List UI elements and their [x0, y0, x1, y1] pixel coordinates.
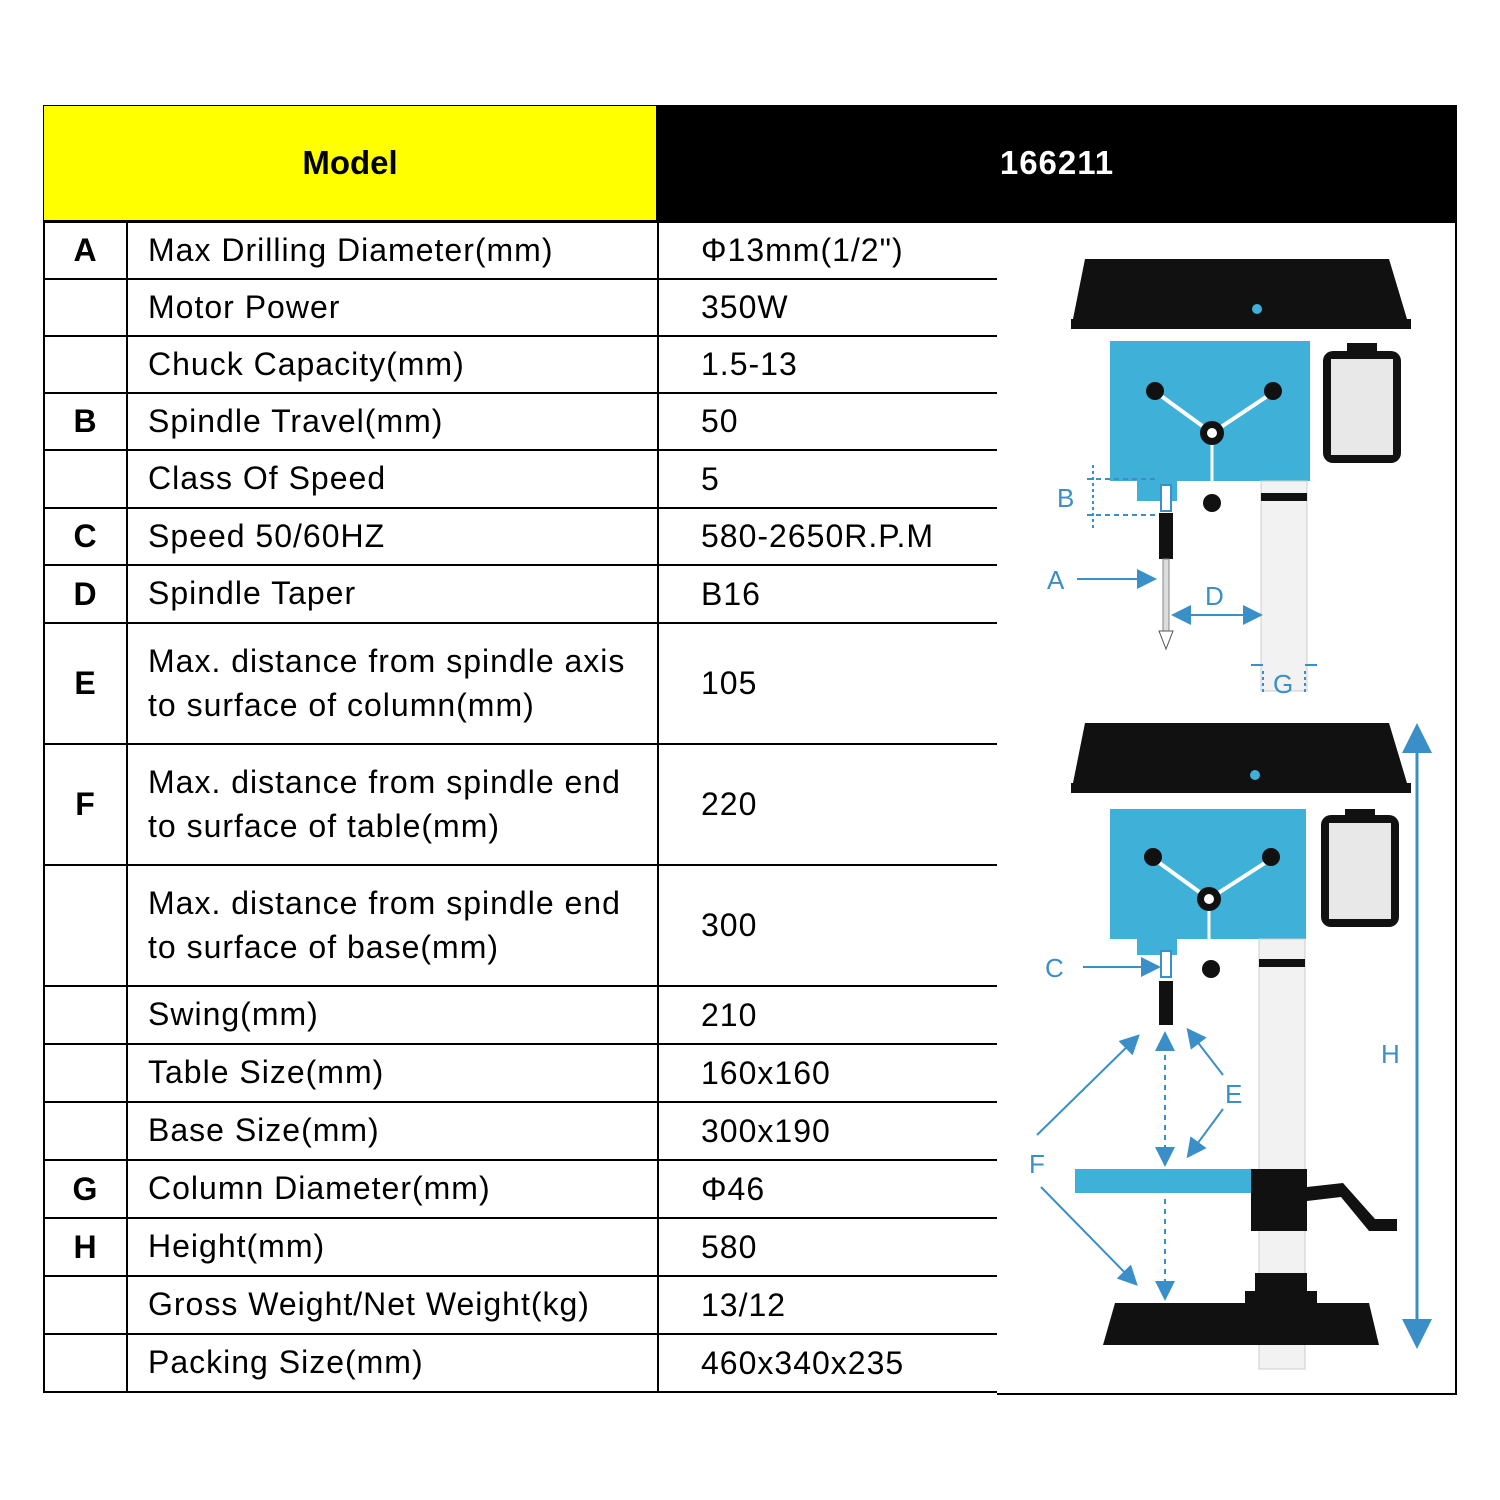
dimension-label-a: A: [1047, 565, 1065, 595]
spec-value: 1.5-13: [658, 336, 998, 393]
spec-value: B16: [658, 565, 998, 623]
row-letter: E: [44, 623, 127, 744]
spec-row: [44, 1218, 998, 1276]
spec-label: Max. distance from spindle end to surface of base(mm): [127, 865, 658, 986]
dimension-label-h: H: [1381, 1039, 1400, 1069]
dimension-label-c: C: [1045, 953, 1064, 983]
spec-label: Motor Power: [127, 279, 658, 336]
spec-value: 220: [658, 744, 998, 865]
row-letter: [44, 1276, 127, 1334]
upper-drill-press: [1071, 259, 1411, 693]
dimension-label-d: D: [1205, 581, 1224, 611]
model-number: 166211: [657, 105, 1457, 221]
spec-label: Class Of Speed: [127, 450, 658, 508]
spec-row: [44, 336, 998, 393]
spec-row: [44, 1160, 998, 1218]
spec-value: 460x340x235: [658, 1334, 998, 1392]
spec-label: Table Size(mm): [127, 1044, 658, 1102]
spec-row: [44, 986, 998, 1044]
row-letter: [44, 450, 127, 508]
spec-row: [44, 623, 998, 744]
row-letter: F: [44, 744, 127, 865]
spec-label: Base Size(mm): [127, 1102, 658, 1160]
spec-value: 580: [658, 1218, 998, 1276]
spec-row: [44, 1276, 998, 1334]
row-letter: [44, 1102, 127, 1160]
drill-press-illustration: [997, 223, 1455, 1395]
spec-row: [44, 744, 998, 865]
row-letter: [44, 336, 127, 393]
spec-label: Max. distance from spindle end to surface of table(mm): [127, 744, 658, 865]
spec-label: Gross Weight/Net Weight(kg): [127, 1276, 658, 1334]
spec-value: 5: [658, 450, 998, 508]
spec-row: [44, 450, 998, 508]
dimension-label-e: E: [1225, 1079, 1243, 1109]
row-letter: C: [44, 508, 127, 565]
spec-value: 160x160: [658, 1044, 998, 1102]
spec-value: 13/12: [658, 1276, 998, 1334]
spec-row: [44, 1334, 998, 1392]
spec-row: [44, 865, 998, 986]
drill-press-diagram: [997, 221, 1457, 1395]
row-letter: B: [44, 393, 127, 450]
spec-table: [43, 221, 999, 1393]
row-letter: G: [44, 1160, 127, 1218]
spec-label: Max Drilling Diameter(mm): [127, 222, 658, 279]
dimension-label-g: G: [1273, 669, 1294, 699]
spec-label: Spindle Taper: [127, 565, 658, 623]
spec-value: 350W: [658, 279, 998, 336]
model-header-label: Model: [43, 105, 657, 221]
spec-label: Max. distance from spindle axis to surface of column(mm): [127, 623, 658, 744]
spec-value: 105: [658, 623, 998, 744]
row-letter: H: [44, 1218, 127, 1276]
dimension-label-b: B: [1057, 483, 1075, 513]
spec-row: [44, 393, 998, 450]
row-letter: D: [44, 565, 127, 623]
spec-row: [44, 279, 998, 336]
spec-value: 50: [658, 393, 998, 450]
row-letter: A: [44, 222, 127, 279]
spec-label: Height(mm): [127, 1218, 658, 1276]
spec-value: 580-2650R.P.M: [658, 508, 998, 565]
spec-row: [44, 565, 998, 623]
spec-label: Chuck Capacity(mm): [127, 336, 658, 393]
row-letter: [44, 279, 127, 336]
row-letter: [44, 1334, 127, 1392]
spec-row: [44, 222, 998, 279]
lower-drill-press: [1037, 723, 1417, 1369]
spec-row: [44, 1044, 998, 1102]
spec-label: Spindle Travel(mm): [127, 393, 658, 450]
spec-label: Speed 50/60HZ: [127, 508, 658, 565]
spec-value: 210: [658, 986, 998, 1044]
spec-value: 300x190: [658, 1102, 998, 1160]
spec-label: Column Diameter(mm): [127, 1160, 658, 1218]
spec-label: Packing Size(mm): [127, 1334, 658, 1392]
row-letter: [44, 865, 127, 986]
spec-sheet: [43, 105, 1457, 1395]
row-letter: [44, 986, 127, 1044]
row-letter: [44, 1044, 127, 1102]
spec-value: Φ46: [658, 1160, 998, 1218]
spec-row: [44, 1102, 998, 1160]
spec-value: 300: [658, 865, 998, 986]
spec-row: [44, 508, 998, 565]
dimension-label-f: F: [1029, 1149, 1045, 1179]
spec-label: Swing(mm): [127, 986, 658, 1044]
spec-value: Φ13mm(1/2"): [658, 222, 998, 279]
